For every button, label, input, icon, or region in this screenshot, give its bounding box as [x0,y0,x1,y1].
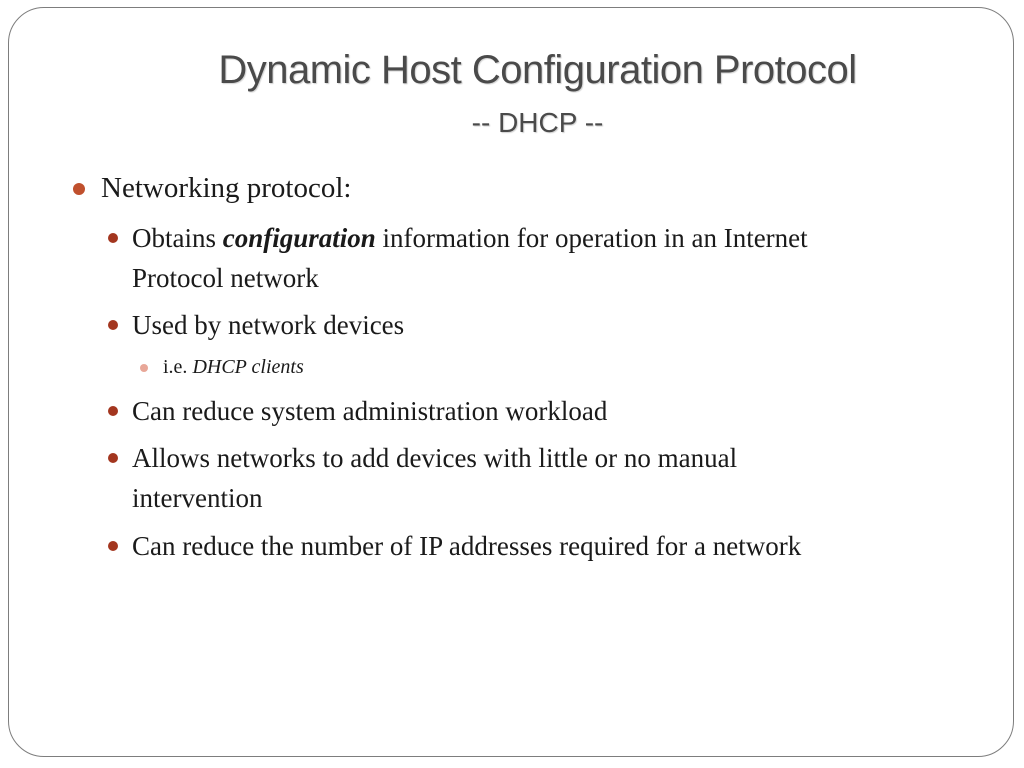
obtains-prefix-text: Obtains [132,223,223,253]
bullet-allows-continuation: intervention [132,483,263,513]
bullet-obtains-configuration [132,218,808,258]
obtains-suffix-text: information for operation in an Internet [375,223,808,253]
bullet-level2-icon [108,406,118,416]
bullet-used-by-devices: Used by network devices [132,310,405,340]
bullet-level2-icon [108,453,118,463]
bullet-level2-icon [108,541,118,551]
bullet-allows-networks: Allows networks to add devices with little or no manual [132,443,738,473]
bullet-level2-icon [108,233,118,243]
configuration-emphasis: configuration [222,223,376,253]
bullet-reduce-ip: Can reduce the number of IP addresses required for a network [132,531,802,561]
bullet-networking-protocol: Networking protocol: [101,172,352,204]
slide-title: Dynamic Host Configuration Protocol [218,48,857,92]
bullet-level3-icon [140,364,148,372]
slide-subtitle: -- DHCP -- [471,107,604,138]
bullet-level2-icon [108,320,118,330]
dhcp-clients-emphasis: DHCP clients [192,356,304,378]
bullet-obtains-continuation: Protocol network [132,263,319,293]
bullet-reduce-admin: Can reduce system administration workload [132,396,608,426]
bullet-level1-icon [73,183,85,195]
bullet-dhcp-clients [163,356,304,379]
ie-prefix-text: i.e. [163,356,193,378]
